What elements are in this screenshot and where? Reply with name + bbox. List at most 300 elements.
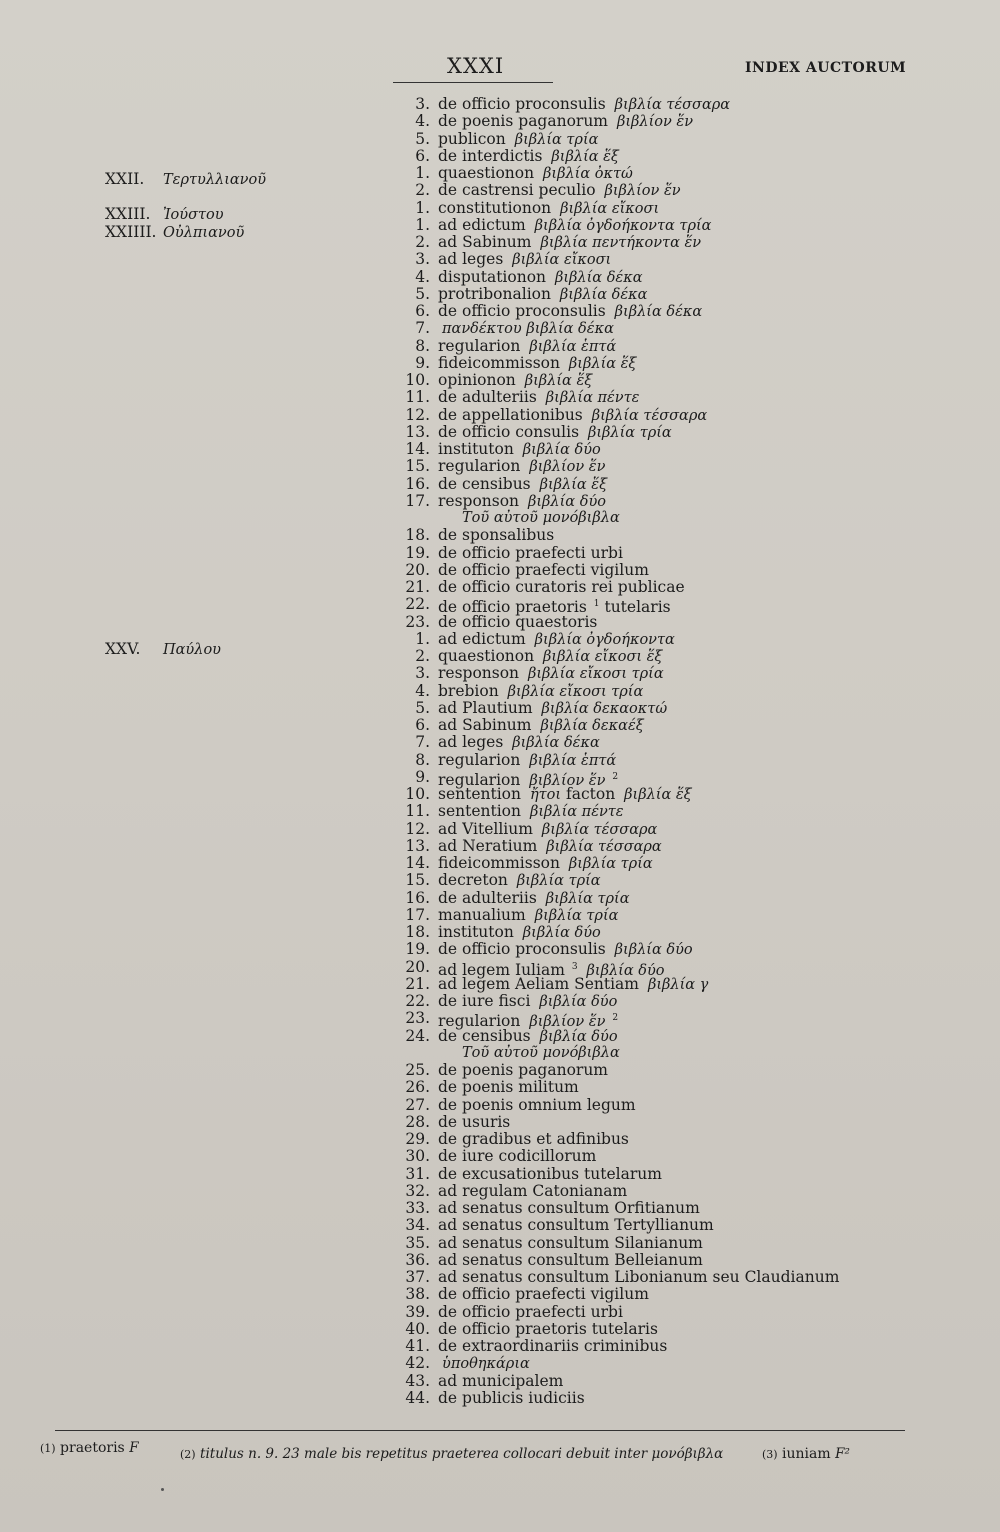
entry-number: 14. (405, 854, 430, 872)
index-entry (0, 424, 1000, 441)
greek-book-count: βιβλία ἕξ (624, 787, 692, 803)
index-entry (0, 1373, 1000, 1390)
entry-number: 17. (405, 491, 430, 510)
entry-number: 19. (405, 940, 430, 959)
latin-title: ad senatus consultum Libonianum seu Claudianum (438, 1268, 840, 1286)
entry-number: 41. (405, 1337, 430, 1355)
latin-title: de officio consulis (438, 422, 580, 441)
entry-title (438, 579, 685, 596)
index-entry (0, 1304, 1000, 1321)
greek-book-count: βιβλία πεντήκοντα ἕν (540, 235, 702, 251)
index-entry (0, 148, 1000, 165)
entry-number: 33. (405, 1199, 430, 1217)
index-entry (0, 734, 1000, 751)
entry-title (438, 493, 606, 511)
index-entry (0, 631, 1000, 648)
index-entry (0, 821, 1000, 838)
latin-title: de usuris (438, 1112, 511, 1131)
latin-title: de interdictis (438, 146, 543, 165)
entry-title (438, 1390, 585, 1407)
greek-book-count: βιβλία τέσσαρα (546, 838, 662, 855)
index-entry (0, 320, 1000, 337)
greek-book-count: βιβλίον ἕν (529, 459, 606, 476)
latin-title: decreton (438, 871, 508, 890)
latin-title: manualium (438, 905, 526, 924)
entry-number: 2. (415, 647, 430, 665)
footnote-marker: 2 (612, 1013, 619, 1024)
index-entry (0, 234, 1000, 251)
entry-number: 3. (415, 95, 430, 113)
index-entry (0, 493, 1000, 510)
latin-title: de officio proconsulis (438, 95, 606, 113)
entry-title (438, 614, 597, 631)
entry-number: 20. (405, 560, 430, 579)
index-entry (0, 372, 1000, 389)
greek-book-count: ὑποθηκάρια (442, 1356, 530, 1373)
entry-number: 5. (415, 698, 430, 717)
index-entry (0, 303, 1000, 320)
entry-number: 2. (415, 233, 430, 251)
greek-book-count: βιβλία ὀκτώ (543, 166, 633, 182)
entry-title (438, 1131, 629, 1148)
entry-title (438, 303, 702, 321)
latin-title: protribonalion (438, 284, 551, 303)
entry-number: 15. (405, 871, 430, 890)
latin-title: brebion (438, 681, 499, 700)
greek-book-count: βιβλία εἴκοσι (512, 252, 612, 269)
latin-title: ad Sabinum (438, 233, 532, 251)
entry-number: 7. (415, 733, 430, 752)
index-entry (0, 1131, 1000, 1148)
greek-book-count: βιβλία ἕξ (524, 373, 593, 389)
latin-title: de officio praetoris tutelaris (438, 1319, 658, 1338)
index-entry (0, 595, 1000, 617)
footnote-1: (1) praetoris F (40, 1440, 139, 1456)
latin-title: opinionon (438, 371, 516, 389)
index-entry (0, 182, 1000, 199)
entry-number: 5. (415, 129, 430, 148)
latin-title: ad regulam Catonianam (438, 1181, 628, 1200)
entry-number: 6. (415, 146, 430, 165)
latin-title: de officio praefecti vigilum (438, 1285, 649, 1304)
index-entry (0, 752, 1000, 769)
entry-title (438, 1269, 839, 1286)
index-entry (0, 1183, 1000, 1200)
latin-title: de adulteriis (438, 388, 537, 407)
entry-number: 3. (415, 664, 430, 683)
footnote-marker: 2 (612, 771, 619, 782)
index-entry (0, 355, 1000, 372)
latin-title: regularion (438, 457, 521, 476)
latin-title: ad leges (438, 733, 504, 752)
latin-title: sententiοn (438, 785, 521, 803)
entry-number: 20. (405, 957, 430, 976)
entry-number: 16. (405, 888, 430, 907)
greek-book-count: βιβλία πέντε (529, 804, 624, 821)
entry-title (438, 1235, 703, 1252)
index-entry (0, 907, 1000, 924)
index-entry (0, 1390, 1000, 1407)
greek-book-count: βιβλία δύο (586, 962, 665, 979)
latin-title: de officio proconsulis (438, 302, 606, 320)
author-tertullian: XXII. Τερτυλλιανοῦ (105, 170, 267, 188)
index-entry (0, 665, 1000, 682)
latin-title: de iure codicillorum (438, 1147, 597, 1166)
latin-title: de poenis paganorum (438, 112, 609, 131)
latin-title: ad Neratium (438, 836, 538, 855)
entry-number: 37. (405, 1268, 430, 1286)
entry-number: 43. (405, 1371, 430, 1390)
entry-number: 40. (405, 1319, 430, 1338)
greek-book-count: βιβλία τέσσαρα (541, 821, 658, 838)
greek-book-count: βιβλία ἑπτά (529, 338, 617, 355)
greek-book-count: βιβλία δύο (539, 994, 618, 1010)
latin-title: de extraordinariis criminibus (438, 1337, 668, 1355)
index-entry (0, 872, 1000, 889)
entry-number: 27. (405, 1095, 430, 1114)
greek-book-count: βιβλία δέκα (614, 304, 703, 320)
index-entry (0, 993, 1000, 1010)
entry-number: 4. (415, 267, 430, 286)
greek-book-count: βιβλίον ἕν (604, 183, 681, 200)
latin-title: de poenis omnium legum (438, 1095, 636, 1114)
greek-book-count: βιβλία τρία (545, 890, 630, 907)
greek-book-count: βιβλία εἴκοσι τρία (527, 666, 664, 683)
header-rule (393, 82, 553, 83)
latin-title: ad Sabinum (438, 716, 532, 734)
index-entry (0, 96, 1000, 113)
entry-title (438, 752, 616, 770)
index-entry (0, 838, 1000, 855)
index-entry (0, 562, 1000, 579)
entry-number: 17. (405, 905, 430, 924)
entry-number: 21. (405, 974, 430, 993)
greek-book-count: βιβλία γ (647, 976, 709, 993)
entry-number: 9. (415, 767, 430, 786)
entry-number: 6. (415, 716, 430, 734)
entry-number: 26. (405, 1078, 430, 1097)
greek-book-count: βιβλίον ἕν (529, 1014, 606, 1031)
entry-title (438, 1148, 596, 1165)
latin-title: responson (438, 664, 520, 683)
index-entry (0, 1148, 1000, 1165)
entry-title (438, 1338, 667, 1355)
greek-text: ἤτοι (529, 787, 562, 803)
latin-title: de gradibus et adfinibus (438, 1130, 629, 1148)
index-entry (0, 924, 1000, 941)
entry-title (438, 941, 693, 959)
index-entry (0, 1079, 1000, 1096)
index-entry (0, 269, 1000, 286)
entry-number: 11. (405, 802, 430, 821)
index-entry (0, 1338, 1000, 1355)
entry-number: 10. (405, 785, 430, 803)
greek-book-count: βιβλία τρία (534, 907, 619, 924)
index-entry (0, 614, 1000, 631)
entry-number: 1. (415, 198, 430, 217)
entry-title (438, 1062, 608, 1079)
entry-number: 32. (405, 1181, 430, 1200)
greek-book-count: βιβλία εἴκοσι ἕξ (543, 649, 663, 665)
latin-title: de castrensi peculio (438, 181, 596, 200)
index-entry (0, 1114, 1000, 1131)
greek-book-count: βιβλία εἴκοσι (560, 200, 660, 217)
latin-title: de appellationibus (438, 405, 583, 424)
latin-title: de censibus (438, 474, 531, 493)
entry-number: 6. (415, 302, 430, 320)
latin-title: regularion (438, 770, 521, 789)
latin-title: de iure fisci (438, 992, 531, 1010)
entry-title (438, 1304, 623, 1321)
entry-number: 19. (405, 543, 430, 562)
entry-number: 22. (405, 595, 430, 614)
latin-title: ad legem Aeliam Sentiam (438, 974, 639, 993)
entry-number: 44. (405, 1388, 430, 1407)
entry-number: 39. (405, 1302, 430, 1321)
footnote-rule (55, 1430, 905, 1431)
latin-title: de officio praefecti urbi (438, 1302, 623, 1321)
entry-title (438, 1217, 714, 1234)
latin-title: ad municipalem (438, 1371, 564, 1390)
latin-title: de officio proconsulis (438, 940, 606, 959)
greek-book-count: βιβλία ὀγδοήκοντα τρία (534, 217, 712, 234)
entry-number: 13. (405, 836, 430, 855)
entry-number: 8. (415, 336, 430, 355)
entry-number: 11. (405, 388, 430, 407)
footnote-2: (2) titulus n. 9. 23 male bis repetitus praeterea collocari debuit inter μονόβιβλα (180, 1446, 724, 1462)
entry-number: 42. (405, 1354, 430, 1373)
greek-book-count: βιβλία ἕξ (539, 476, 608, 493)
index-entry (0, 648, 1000, 665)
index-entry (0, 458, 1000, 475)
index-entry (0, 803, 1000, 820)
latin-title: de poenis paganorum (438, 1061, 609, 1079)
greek-book-count: βιβλίον ἕν (529, 772, 606, 789)
index-entry (0, 1009, 1000, 1031)
index-entry (0, 1269, 1000, 1286)
index-entry (0, 545, 1000, 562)
index-entry (0, 976, 1000, 993)
author-iustus: XXIII. Ἰούστου (105, 205, 224, 223)
index-entry (0, 1286, 1000, 1303)
entry-number: 21. (405, 578, 430, 596)
latin-title: publicon (438, 129, 506, 148)
entry-number: 31. (405, 1164, 430, 1183)
latin-title: de officio quaestoris (438, 612, 598, 631)
entry-number: 1. (415, 215, 430, 234)
entry-title (438, 1252, 703, 1269)
entry-number: 29. (405, 1130, 430, 1148)
index-entry (0, 1217, 1000, 1234)
latin-title: ad senatus consultum Orfitianum (438, 1199, 700, 1217)
entry-title (438, 993, 617, 1011)
greek-book-count: βιβλία δέκα (512, 735, 600, 752)
greek-book-count: βιβλία δύο (539, 1028, 618, 1045)
index-entry (0, 767, 1000, 789)
footnote-3: (3) iuniam F² (762, 1446, 850, 1462)
latin-title: ad leges (438, 250, 504, 269)
entry-number: 16. (405, 474, 430, 493)
latin-title: sententiοn (438, 802, 521, 821)
index-entry (0, 700, 1000, 717)
latin-title-2: tutelaris (604, 598, 671, 617)
index-entry (0, 113, 1000, 130)
entry-number: 22. (405, 992, 430, 1010)
entry-number: 23. (405, 1009, 430, 1028)
page-number: XXXI (447, 54, 505, 78)
latin-title: de officio praefecti vigilum (438, 560, 649, 579)
index-entry (0, 131, 1000, 148)
author-paul: XXV. Παύλου (105, 640, 221, 658)
ink-speck (161, 1488, 164, 1491)
greek-book-count: βιβλία ἕξ (568, 355, 637, 372)
entry-title (438, 527, 554, 544)
entry-title (438, 562, 649, 579)
works-index-list (0, 96, 1000, 1407)
entry-number: 15. (405, 457, 430, 476)
entry-number: 14. (405, 440, 430, 458)
greek-book-count: βιβλία τρία (568, 856, 653, 872)
index-entry (0, 527, 1000, 544)
entry-title (438, 1200, 700, 1217)
index-entry (0, 389, 1000, 406)
latin-title: responson (438, 491, 520, 510)
index-entry (0, 1355, 1000, 1372)
index-entry (0, 855, 1000, 872)
greek-book-count: βιβλία τέσσαρα (614, 97, 731, 113)
latin-title: fideicommisson (438, 353, 560, 372)
latin-title: de publicis iudiciis (438, 1388, 585, 1407)
greek-book-count: βιβλία δέκα (554, 269, 643, 286)
index-entry (0, 1200, 1000, 1217)
entry-number: 9. (415, 353, 430, 372)
latin-title: de sponsalibus (438, 526, 555, 545)
entry-title (438, 1097, 636, 1114)
greek-book-count: βιβλία δύο (527, 493, 606, 510)
index-entry (0, 890, 1000, 907)
greek-book-count: βιβλίον ἕν (616, 114, 694, 131)
index-entry (0, 476, 1000, 493)
entry-number: 10. (405, 371, 430, 389)
entry-number: 8. (415, 750, 430, 769)
entry-number: 3. (415, 250, 430, 269)
greek-book-count: βιβλία τρία (587, 424, 672, 441)
entry-number: 34. (405, 1216, 430, 1235)
index-entry (0, 683, 1000, 700)
entry-number: 36. (405, 1250, 430, 1269)
entry-number: 2. (415, 181, 430, 200)
entry-title (438, 545, 623, 562)
index-entry (0, 786, 1000, 803)
entry-title (438, 1183, 627, 1200)
latin-title: de officio praetoris (438, 598, 587, 617)
index-entry (0, 251, 1000, 268)
entry-number: 25. (405, 1061, 430, 1079)
entry-number: 28. (405, 1112, 430, 1131)
greek-book-count: βιβλία εἴκοσι τρία (507, 683, 644, 700)
entry-number: 13. (405, 422, 430, 441)
index-entry (0, 407, 1000, 424)
latin-title: constitutionon (438, 198, 552, 217)
latin-title: regularion (438, 750, 521, 769)
latin-title: regularion (438, 1012, 521, 1031)
latin-title: de officio curatoris rei publicae (438, 578, 685, 596)
entry-number: 12. (405, 405, 430, 424)
latin-title: quaestionon (438, 164, 535, 182)
index-entry (0, 1252, 1000, 1269)
latin-title: fideicommisson (438, 854, 560, 872)
latin-title: ad senatus consultum Belleianum (438, 1250, 703, 1269)
greek-book-count: βιβλία δέκα (559, 286, 648, 303)
entry-number: 5. (415, 284, 430, 303)
latin-title: ad legem Iuliam (438, 960, 565, 979)
greek-book-count: βιβλία ὀγδοήκοντα (534, 631, 675, 648)
greek-book-count: βιβλία τέσσαρα (591, 407, 708, 424)
latin-title: ad edictum (438, 215, 526, 234)
latin-title: instituton (438, 440, 514, 458)
entry-number: 1. (415, 629, 430, 648)
index-entry (0, 717, 1000, 734)
latin-title: ad edictum (438, 629, 526, 648)
index-entry (0, 957, 1000, 979)
latin-title: ad senatus consultum Silanianum (438, 1233, 703, 1252)
subheading-monobibla: Τοῦ αὐτοῦ μονόβιβλα (462, 510, 620, 526)
entry-number: 7. (415, 319, 430, 338)
index-entry (0, 1321, 1000, 1338)
entry-title (438, 1321, 658, 1338)
latin-title: disputationon (438, 267, 547, 286)
entry-number: 23. (405, 612, 430, 631)
entry-number: 18. (405, 526, 430, 545)
running-title: INDEX AUCTORUM (745, 60, 907, 76)
entry-number: 24. (405, 1026, 430, 1045)
entry-number: 18. (405, 923, 430, 941)
greek-book-count: βιβλία ἕξ (551, 148, 619, 165)
entry-number: 12. (405, 819, 430, 838)
greek-book-count: βιβλία δεκαέξ (540, 718, 644, 734)
entry-number: 38. (405, 1285, 430, 1304)
footnote-marker: 1 (593, 599, 600, 610)
greek-book-count: βιβλία δεκαοκτώ (541, 700, 668, 717)
entry-title (438, 1079, 579, 1096)
index-entry (0, 165, 1000, 182)
entry-title (438, 1114, 510, 1131)
greek-book-count: βιβλία τρία (514, 131, 599, 148)
greek-book-count: βιβλία πέντε (545, 390, 640, 407)
latin-title: ad Vitellium (438, 819, 533, 838)
entry-number: 4. (415, 681, 430, 700)
entry-number: 30. (405, 1147, 430, 1166)
index-entry (0, 579, 1000, 596)
latin-title: de censibus (438, 1026, 531, 1045)
index-entry (0, 338, 1000, 355)
greek-book-count: βιβλία δύο (522, 442, 601, 458)
index-entry (0, 286, 1000, 303)
index-entry (0, 217, 1000, 234)
latin-title-2: facton (566, 785, 616, 803)
index-entry (0, 200, 1000, 217)
entry-title (438, 1166, 662, 1183)
entry-number: 1. (415, 164, 430, 182)
greek-book-count: βιβλία ἑπτά (529, 752, 617, 769)
entry-number: 4. (415, 112, 430, 131)
author-ulpian: XXIIII. Οὐλπιανοῦ (105, 223, 245, 241)
greek-book-count: πανδέκτου βιβλία δέκα (442, 321, 614, 338)
subheading-monobibla: Τοῦ αὐτοῦ μονόβιβλα (462, 1044, 620, 1061)
latin-title: de poenis militum (438, 1078, 579, 1097)
greek-book-count: βιβλία τρία (516, 873, 601, 890)
index-entry (0, 1028, 1000, 1045)
